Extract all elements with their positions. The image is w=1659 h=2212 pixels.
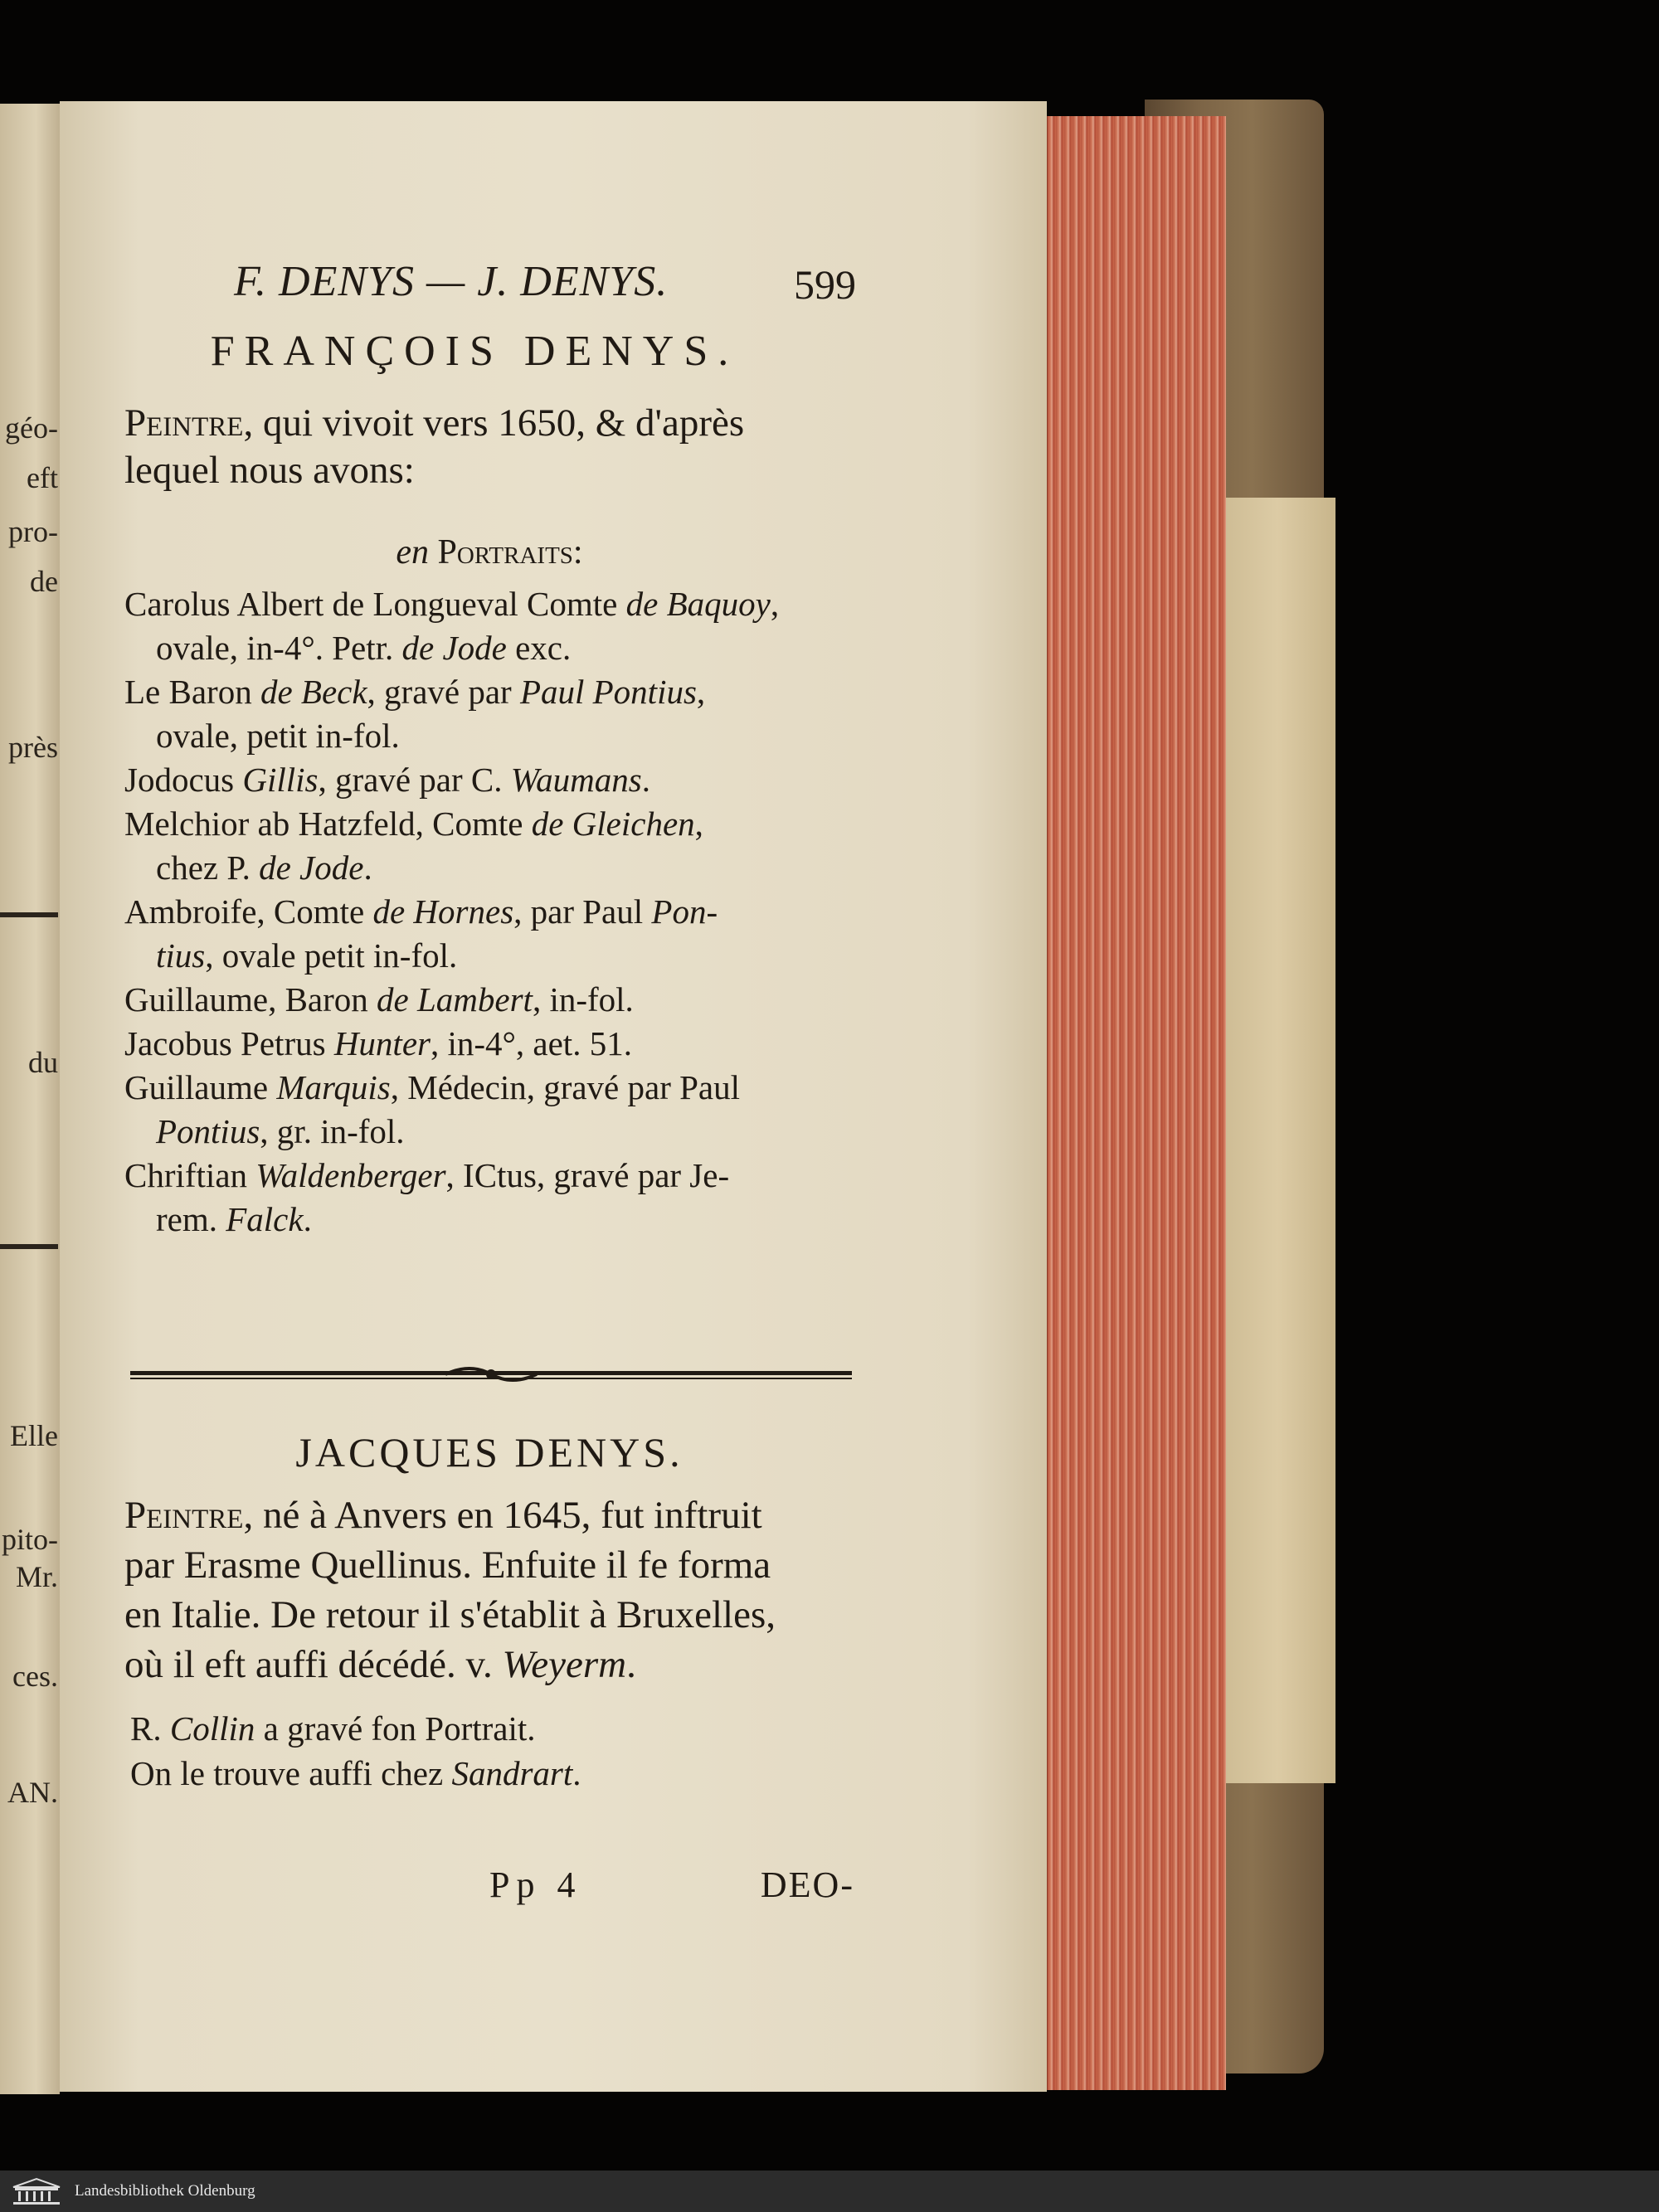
list-item: Jacobus Petrus Hunter, in-4°, aet. 51.: [124, 1024, 632, 1062]
running-head-title: F. DENYS — J. DENYS.: [234, 258, 669, 305]
cover-inner-board: [1219, 498, 1335, 1783]
francois-intro: [124, 400, 854, 494]
left-page-text: du: [28, 1046, 58, 1079]
left-page-rule: [0, 912, 58, 917]
book-page: [60, 101, 1047, 2092]
list-item: Chriftian Waldenberger, ICtus, gravé par Je- rem. Falck.: [124, 1156, 730, 1238]
jacques-notes: [130, 1706, 860, 1796]
list-item: Le Baron de Beck, gravé par Paul Pontius, ovale, petit in-fol.: [124, 673, 706, 755]
page-footer: [124, 1864, 854, 1913]
library-name: Landesbibliothek Oldenburg: [75, 2182, 255, 2200]
jacques-paragraph: Peintre, né à Anvers en 1645, fut inftruit par Erasme Quellinus. Enfuite il fe forma en Italie. De retour il s'établit à Bruxelles, où il eft auffi décédé. v. Weyerm.: [124, 1494, 776, 1686]
left-page-text: Mr.: [15, 1560, 58, 1593]
left-page-text: près: [8, 731, 58, 764]
left-page-text: géo-: [5, 411, 58, 445]
page-number: 599: [794, 261, 856, 308]
library-building-icon: [10, 2177, 63, 2205]
catchword: DEO-: [760, 1864, 854, 1905]
note-line: On le trouve auffi chez Sandrart.: [130, 1754, 581, 1792]
library-bar: [0, 2171, 1659, 2212]
list-item: Ambroife, Comte de Hornes, par Paul Pon- tius, ovale petit in-fol.: [124, 892, 718, 975]
book-fore-edge: [1045, 116, 1226, 2090]
intro-lead-word: Peintre: [124, 401, 244, 445]
intro-text: , qui vivoit vers 1650, & d'après: [243, 401, 745, 445]
note-line: R. Collin a gravé fon Portrait.: [130, 1709, 536, 1748]
francois-heading: FRANÇOIS DENYS.: [210, 328, 739, 375]
list-item: Melchior ab Hatzfeld, Comte de Gleichen, chez P. de Jode.: [124, 805, 703, 887]
list-item: Guillaume, Baron de Lambert, in-fol.: [124, 980, 634, 1018]
list-item: Carolus Albert de Longueval Comte de Baquoy, ovale, in-4°. Petr. de Jode exc.: [124, 585, 780, 667]
intro-text-line2: lequel nous avons:: [124, 449, 415, 492]
left-page-text: Elle: [10, 1419, 58, 1452]
list-item: Jodocus Gillis, gravé par C. Waumans.: [124, 761, 650, 799]
running-head: [168, 257, 856, 307]
left-page-text: pito-: [2, 1523, 58, 1556]
facing-page-fragment: [0, 104, 60, 2094]
left-page-text: ces.: [12, 1660, 58, 1693]
portraits-section-title: [124, 532, 854, 572]
jacques-heading: JACQUES DENYS.: [295, 1429, 684, 1475]
portrait-list: [124, 582, 859, 1242]
left-page-rule: [0, 1244, 58, 1249]
left-page-text: eft: [27, 461, 58, 494]
list-item: Guillaume Marquis, Médecin, gravé par Paul Pontius, gr. in-fol.: [124, 1068, 740, 1150]
section-label: Portraits:: [437, 533, 583, 571]
left-page-text: AN.: [7, 1776, 58, 1809]
section-em: en: [396, 533, 430, 571]
left-page-text: pro-: [8, 515, 58, 548]
ornament-rule: [130, 1364, 852, 1386]
left-page-text: de: [30, 565, 58, 598]
signature-mark: Pp 4: [489, 1864, 582, 1905]
